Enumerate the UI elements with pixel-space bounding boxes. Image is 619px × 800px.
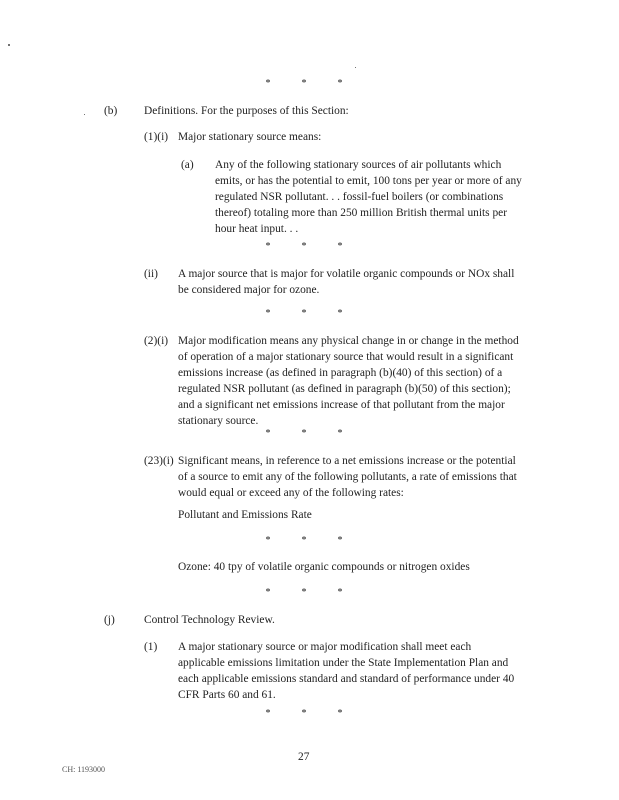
text-line: A major stationary source or major modification shall meet each	[178, 641, 472, 653]
text-line: applicable emissions limitation under the State Implementation Plan and	[178, 657, 509, 669]
def-2-label: (2)(i)	[144, 335, 169, 347]
text-line: thereof) totaling more than 250 million British thermal units per	[215, 207, 507, 219]
separator-star: *	[337, 428, 343, 439]
footer-id: CH: 1193000	[62, 765, 106, 774]
text-line: hour heat input. . .	[215, 223, 299, 235]
text-line: CFR Parts 60 and 61.	[178, 689, 276, 701]
def-23-text	[178, 453, 558, 501]
separator-star: *	[337, 241, 343, 252]
page-number: 27	[298, 751, 310, 763]
section-j-label: (j)	[104, 614, 115, 626]
text-line: Any of the following stationary sources of air pollutants which	[215, 159, 502, 171]
separator-star: *	[301, 587, 307, 598]
text-line: and a significant net emissions increase of that pollutant from the major	[178, 399, 505, 411]
def-2-text	[178, 333, 558, 429]
def-ii-text	[178, 266, 558, 298]
separator-star: *	[301, 241, 307, 252]
text-line: would equal or exceed any of the following rates:	[178, 487, 404, 499]
text-line: be considered major for ozone.	[178, 284, 320, 296]
separator-star: *	[265, 241, 271, 252]
ozone-rate-line: Ozone: 40 tpy of volatile organic compounds or nitrogen oxides	[178, 561, 470, 573]
separator-star: *	[301, 535, 307, 546]
section-j-heading: Control Technology Review.	[144, 614, 275, 626]
text-line: stationary source.	[178, 415, 259, 427]
text-line: regulated NSR pollutant. . . fossil-fuel boilers (or combinations	[215, 191, 504, 203]
separator-star: *	[337, 308, 343, 319]
separator-star: *	[337, 708, 343, 719]
scan-speck	[8, 44, 10, 46]
def-1-item-a-text	[215, 157, 555, 237]
separator-star: *	[301, 308, 307, 319]
def-23-label: (23)(i)	[144, 455, 174, 467]
text-line: Major modification means any physical change in or change in the method	[178, 335, 519, 347]
scan-speck	[355, 67, 356, 68]
section-j-item-label: (1)	[144, 641, 158, 653]
text-line: of operation of a major stationary source that would result in a significant	[178, 351, 514, 363]
separator-star: *	[337, 78, 343, 89]
def-ii-label: (ii)	[144, 268, 158, 280]
scan-speck	[84, 114, 85, 115]
separator-stars	[250, 706, 358, 722]
separator-star: *	[301, 708, 307, 719]
text-line: of a source to emit any of the following pollutants, a rate of emissions that	[178, 471, 517, 483]
separator-stars	[250, 585, 358, 601]
text-line: regulated NSR pollutant (as defined in paragraph (b)(50) of this section);	[178, 383, 511, 395]
def-1-item-a-label: (a)	[181, 159, 194, 171]
separator-star: *	[265, 535, 271, 546]
text-line: each applicable emissions standard and standard of performance under 40	[178, 673, 515, 685]
separator-star: *	[265, 708, 271, 719]
separator-stars	[250, 76, 358, 92]
def-1-label: (1)(i)	[144, 131, 169, 143]
section-b-heading: Definitions. For the purposes of this Section:	[144, 105, 349, 117]
separator-stars	[250, 426, 358, 442]
text-line: emissions increase (as defined in paragraph (b)(40) of this section) of a	[178, 367, 503, 379]
pollutant-table-header: Pollutant and Emissions Rate	[178, 509, 312, 521]
def-1-lead: Major stationary source means:	[178, 131, 322, 143]
separator-stars	[250, 306, 358, 322]
separator-star: *	[337, 535, 343, 546]
text-line: A major source that is major for volatile organic compounds or NOx shall	[178, 268, 515, 280]
separator-star: *	[337, 587, 343, 598]
separator-star: *	[265, 428, 271, 439]
separator-star: *	[301, 78, 307, 89]
separator-star: *	[265, 78, 271, 89]
text-line: Significant means, in reference to a net emissions increase or the potential	[178, 455, 516, 467]
separator-star: *	[301, 428, 307, 439]
separator-star: *	[265, 308, 271, 319]
section-b-label: (b)	[104, 105, 118, 117]
text-line: emits, or has the potential to emit, 100 tons per year or more of any	[215, 175, 522, 187]
section-j-item-text	[178, 639, 558, 703]
separator-stars	[250, 239, 358, 255]
separator-stars	[250, 533, 358, 549]
separator-star: *	[265, 587, 271, 598]
